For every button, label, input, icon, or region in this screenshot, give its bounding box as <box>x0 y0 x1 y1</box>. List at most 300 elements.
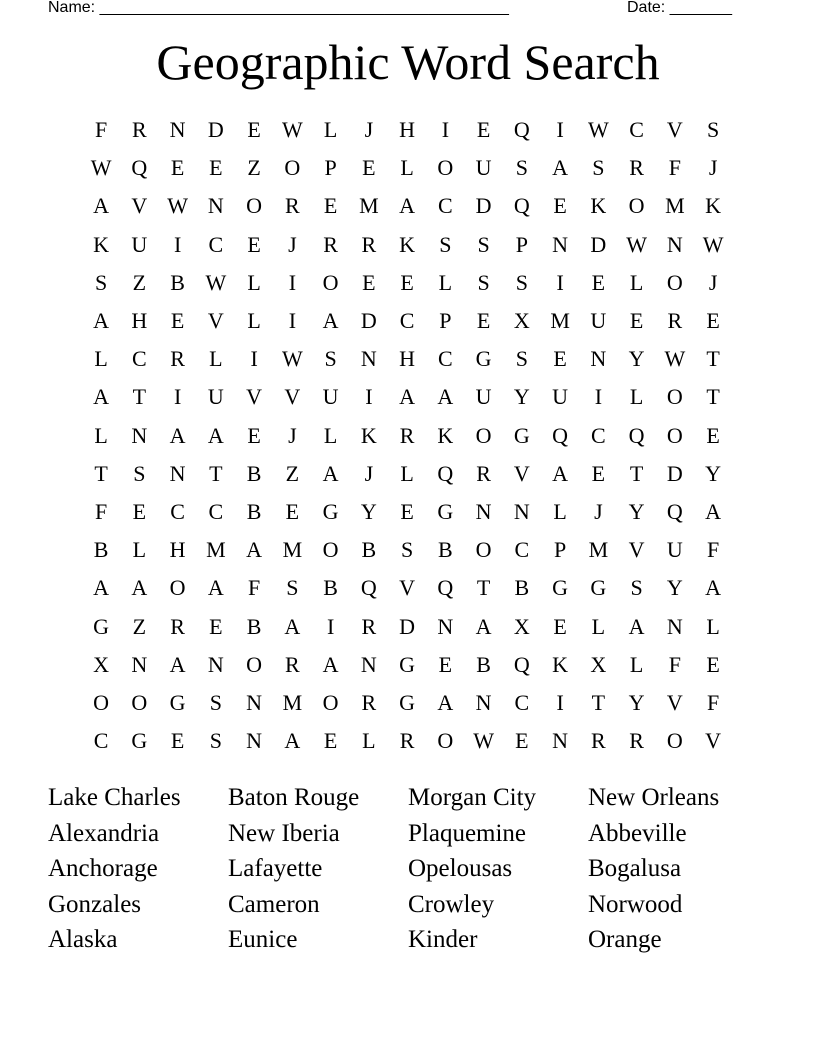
word-list-item: Lafayette <box>228 855 323 882</box>
grid-letter[interactable]: A <box>437 689 454 715</box>
grid-letter[interactable]: R <box>285 651 300 677</box>
grid-letter[interactable]: E <box>706 308 720 334</box>
grid-letter[interactable]: R <box>476 460 491 486</box>
grid-letter[interactable]: O <box>666 422 683 448</box>
grid-letter[interactable]: E <box>323 728 338 754</box>
grid-letter[interactable]: A <box>437 384 454 410</box>
grid-letter[interactable]: B <box>93 537 109 563</box>
grid-letter[interactable]: G <box>169 689 186 715</box>
grid-letter[interactable]: L <box>94 422 108 448</box>
grid-letter[interactable]: L <box>400 155 414 181</box>
grid-letter[interactable]: W <box>281 346 303 372</box>
grid-letter[interactable]: A <box>93 575 110 601</box>
grid-letter[interactable]: U <box>207 384 224 410</box>
grid-letter[interactable]: C <box>591 422 606 448</box>
grid-letter[interactable]: N <box>131 422 148 448</box>
grid-letter[interactable]: A <box>322 460 339 486</box>
grid-letter[interactable]: U <box>322 384 339 410</box>
grid-letter[interactable]: A <box>131 575 148 601</box>
grid-letter[interactable]: B <box>170 269 185 295</box>
grid-letter[interactable]: W <box>626 231 647 257</box>
grid-letter[interactable]: C <box>514 537 530 563</box>
grid-letter[interactable]: I <box>173 384 182 410</box>
grid-letter[interactable]: N <box>513 498 530 524</box>
grid-letter[interactable]: A <box>169 651 186 677</box>
grid-letter[interactable]: T <box>706 384 720 410</box>
grid-letter[interactable]: R <box>399 422 415 448</box>
grid-letter[interactable]: O <box>437 728 454 754</box>
grid-letter[interactable]: A <box>552 155 569 181</box>
grid-letter[interactable]: I <box>556 269 564 295</box>
grid-letter[interactable]: E <box>515 728 529 754</box>
grid-letter[interactable]: G <box>513 422 530 448</box>
grid-letter[interactable]: F <box>707 537 720 563</box>
grid-letter[interactable]: O <box>437 155 454 181</box>
grid-letter[interactable]: C <box>170 498 185 524</box>
grid-letter[interactable]: E <box>247 231 261 257</box>
letter-grid <box>82 111 732 760</box>
grid-letter[interactable]: K <box>590 193 607 219</box>
grid-letter[interactable]: D <box>590 231 607 257</box>
grid-letter[interactable]: Q <box>437 575 454 601</box>
grid-letter[interactable]: T <box>476 575 491 601</box>
grid-letter[interactable]: S <box>592 155 605 181</box>
grid-letter[interactable]: U <box>475 384 492 410</box>
grid-letter[interactable]: B <box>438 537 453 563</box>
grid-letter[interactable]: I <box>556 117 564 143</box>
grid-letter[interactable]: O <box>628 193 645 219</box>
grid-letter[interactable]: F <box>248 575 261 601</box>
grid-letter[interactable]: S <box>707 117 720 143</box>
grid-letter[interactable]: S <box>209 728 222 754</box>
grid-letter[interactable]: E <box>629 308 644 334</box>
grid-letter[interactable]: J <box>708 155 718 181</box>
grid-letter[interactable]: O <box>666 728 683 754</box>
grid-letter[interactable]: D <box>399 613 416 639</box>
grid-letter[interactable]: R <box>361 231 377 257</box>
grid-letter[interactable]: Q <box>360 575 377 601</box>
word-list-item: Eunice <box>228 926 298 953</box>
grid-letter[interactable]: E <box>170 308 185 334</box>
grid-letter[interactable]: Q <box>628 422 645 448</box>
grid-letter[interactable]: O <box>666 384 683 410</box>
grid-letter[interactable]: Y <box>705 460 722 486</box>
grid-letter[interactable]: E <box>247 117 261 143</box>
grid-letter[interactable]: A <box>284 728 301 754</box>
grid-letter[interactable]: S <box>515 269 528 295</box>
grid-letter[interactable]: P <box>439 308 452 334</box>
grid-letter[interactable]: J <box>364 117 374 143</box>
date-field-label[interactable]: Date: _______ <box>627 0 732 16</box>
grid-letter[interactable]: C <box>93 728 109 754</box>
grid-letter[interactable]: A <box>93 308 110 334</box>
grid-letter[interactable]: I <box>288 269 297 295</box>
grid-letter[interactable]: S <box>477 269 490 295</box>
grid-letter[interactable]: T <box>94 460 108 486</box>
grid-letter[interactable]: E <box>706 651 720 677</box>
grid-letter[interactable]: Q <box>666 498 683 524</box>
grid-letter[interactable]: Q <box>513 193 530 219</box>
grid-letter[interactable]: R <box>132 117 147 143</box>
grid-letter[interactable]: R <box>591 728 606 754</box>
grid-letter[interactable]: V <box>284 384 301 410</box>
name-field-label[interactable]: Name: ______________________________________________ <box>48 0 509 16</box>
grid-letter[interactable]: L <box>209 346 223 372</box>
grid-letter[interactable]: L <box>323 422 338 448</box>
grid-letter[interactable]: O <box>131 689 148 715</box>
grid-letter[interactable]: N <box>437 613 454 639</box>
grid-letter[interactable]: C <box>399 308 415 334</box>
grid-letter[interactable]: R <box>323 231 338 257</box>
grid-letter[interactable]: K <box>552 651 569 677</box>
grid-letter[interactable]: N <box>475 689 492 715</box>
grid-letter[interactable]: C <box>438 346 453 372</box>
grid-letter[interactable]: A <box>207 422 224 448</box>
grid-letter[interactable]: G <box>93 613 110 639</box>
grid-letter[interactable]: J <box>708 269 718 295</box>
grid-letter[interactable]: J <box>364 460 374 486</box>
grid-letter[interactable]: G <box>437 498 454 524</box>
grid-letter[interactable]: S <box>286 575 299 601</box>
grid-letter[interactable]: E <box>209 155 223 181</box>
grid-letter[interactable]: X <box>513 308 530 334</box>
grid-letter[interactable]: U <box>131 231 148 257</box>
grid-letter[interactable]: E <box>247 422 261 448</box>
grid-letter[interactable]: C <box>629 117 644 143</box>
grid-letter[interactable]: A <box>169 422 186 448</box>
grid-letter[interactable]: M <box>588 537 609 563</box>
grid-letter[interactable]: A <box>207 575 224 601</box>
grid-letter[interactable]: N <box>552 728 569 754</box>
grid-letter[interactable]: S <box>95 269 108 295</box>
grid-letter[interactable]: E <box>553 193 567 219</box>
grid-letter[interactable]: M <box>359 193 379 219</box>
grid-letter[interactable]: T <box>706 346 720 372</box>
grid-letter[interactable]: O <box>322 269 339 295</box>
grid-letter[interactable]: N <box>207 193 224 219</box>
grid-letter[interactable]: W <box>664 346 686 372</box>
grid-letter[interactable]: A <box>399 384 416 410</box>
grid-letter[interactable]: Y <box>628 498 645 524</box>
grid-letter[interactable]: E <box>285 498 300 524</box>
grid-letter[interactable]: O <box>666 269 683 295</box>
grid-letter[interactable]: N <box>475 498 492 524</box>
grid-letter[interactable]: V <box>207 308 224 334</box>
grid-letter[interactable]: I <box>326 613 335 639</box>
grid-letter[interactable]: O <box>322 689 339 715</box>
grid-letter[interactable]: N <box>207 651 224 677</box>
grid-letter[interactable]: N <box>246 728 263 754</box>
grid-letter[interactable]: D <box>360 308 377 334</box>
grid-letter[interactable]: U <box>552 384 569 410</box>
grid-letter[interactable]: I <box>594 384 603 410</box>
grid-letter[interactable]: N <box>246 689 263 715</box>
grid-letter[interactable]: A <box>322 651 339 677</box>
grid-letter[interactable]: O <box>322 537 339 563</box>
grid-letter[interactable]: Y <box>513 384 530 410</box>
grid-letter[interactable]: P <box>554 537 567 563</box>
grid-letter[interactable]: B <box>246 460 262 486</box>
grid-letter[interactable]: W <box>587 117 609 143</box>
grid-letter[interactable]: U <box>475 155 492 181</box>
word-list-item: Bogalusa <box>588 855 682 882</box>
grid-letter[interactable]: N <box>590 346 607 372</box>
grid-letter[interactable]: H <box>399 117 416 143</box>
grid-letter[interactable]: Q <box>513 651 530 677</box>
grid-letter[interactable]: E <box>170 728 185 754</box>
grid-letter[interactable]: K <box>437 422 454 448</box>
grid-letter[interactable]: V <box>246 384 263 410</box>
grid-letter[interactable]: U <box>666 537 683 563</box>
grid-letter[interactable]: Q <box>131 155 148 181</box>
grid-letter[interactable]: Z <box>132 613 147 639</box>
grid-letter[interactable]: O <box>246 651 263 677</box>
word-list-item: Lake Charles <box>48 784 181 811</box>
grid-letter[interactable]: A <box>246 537 263 563</box>
grid-letter[interactable]: N <box>169 117 186 143</box>
grid-letter[interactable]: M <box>282 689 303 715</box>
grid-letter[interactable]: E <box>438 651 453 677</box>
grid-letter[interactable]: R <box>361 689 377 715</box>
grid-letter[interactable]: F <box>668 155 681 181</box>
grid-letter[interactable]: V <box>131 193 148 219</box>
grid-letter[interactable]: V <box>399 575 416 601</box>
grid-letter[interactable]: W <box>702 231 724 257</box>
grid-letter[interactable]: N <box>360 651 377 677</box>
grid-letter[interactable]: V <box>628 537 645 563</box>
grid-letter[interactable]: M <box>282 537 303 563</box>
grid-letter[interactable]: Z <box>285 460 300 486</box>
grid-letter[interactable]: L <box>629 269 644 295</box>
grid-letter[interactable]: W <box>205 269 227 295</box>
grid-letter[interactable]: A <box>399 193 416 219</box>
grid-letter[interactable]: A <box>322 308 339 334</box>
grid-letter[interactable]: E <box>362 269 376 295</box>
grid-letter[interactable]: N <box>552 231 569 257</box>
grid-letter[interactable]: J <box>288 422 297 448</box>
grid-letter[interactable]: R <box>170 346 185 372</box>
grid-letter[interactable]: U <box>590 308 607 334</box>
grid-letter[interactable]: R <box>629 155 644 181</box>
grid-letter[interactable]: I <box>173 231 182 257</box>
grid-letter[interactable]: N <box>169 460 186 486</box>
grid-letter[interactable]: B <box>514 575 530 601</box>
grid-letter[interactable]: O <box>475 422 492 448</box>
grid-letter[interactable]: G <box>399 651 416 677</box>
grid-letter[interactable]: Y <box>360 498 377 524</box>
grid-letter[interactable]: F <box>707 689 720 715</box>
grid-letter[interactable]: E <box>553 346 567 372</box>
grid-letter[interactable]: V <box>666 117 683 143</box>
grid-letter[interactable]: B <box>361 537 377 563</box>
grid-letter[interactable]: Q <box>513 117 530 143</box>
grid-letter[interactable]: K <box>93 231 110 257</box>
grid-letter[interactable]: X <box>590 651 607 677</box>
grid-letter[interactable]: J <box>594 498 603 524</box>
grid-letter[interactable]: L <box>247 308 261 334</box>
grid-letter[interactable]: E <box>553 613 567 639</box>
grid-letter[interactable]: L <box>706 613 720 639</box>
grid-letter[interactable]: C <box>438 193 453 219</box>
grid-letter[interactable]: L <box>132 537 147 563</box>
grid-letter[interactable]: C <box>132 346 147 372</box>
grid-letter[interactable]: S <box>515 346 528 372</box>
grid-letter[interactable]: R <box>361 613 377 639</box>
grid-letter[interactable]: Q <box>437 460 454 486</box>
grid-letter[interactable]: E <box>476 117 491 143</box>
word-list-item: New Orleans <box>588 784 720 811</box>
grid-letter[interactable]: E <box>400 498 414 524</box>
word-list-item: Crowley <box>408 890 495 918</box>
grid-letter[interactable]: F <box>95 117 108 143</box>
grid-letter[interactable]: X <box>93 651 110 677</box>
grid-letter[interactable]: N <box>666 613 683 639</box>
word-list-item: Plaquemine <box>408 819 527 847</box>
grid-letter[interactable]: C <box>514 689 530 715</box>
grid-letter[interactable]: E <box>362 155 376 181</box>
grid-letter[interactable]: I <box>556 689 564 715</box>
grid-letter[interactable]: G <box>322 498 339 524</box>
grid-letter[interactable]: K <box>705 193 722 219</box>
grid-letter[interactable]: L <box>591 613 606 639</box>
grid-letter[interactable]: D <box>207 117 224 143</box>
grid-letter[interactable]: I <box>441 117 450 143</box>
grid-letter[interactable]: Z <box>247 155 261 181</box>
grid-letter[interactable]: I <box>365 384 373 410</box>
grid-letter[interactable]: A <box>628 613 645 639</box>
grid-letter[interactable]: L <box>400 460 414 486</box>
grid-letter[interactable]: W <box>90 155 112 181</box>
grid-letter[interactable]: G <box>590 575 607 601</box>
grid-letter[interactable]: S <box>209 689 222 715</box>
grid-letter[interactable]: P <box>515 231 528 257</box>
grid-letter[interactable]: E <box>132 498 147 524</box>
grid-letter[interactable]: V <box>705 728 722 754</box>
grid-letter[interactable]: T <box>209 460 223 486</box>
grid-letter[interactable]: A <box>552 460 569 486</box>
grid-letter[interactable]: H <box>131 308 148 334</box>
grid-letter[interactable]: G <box>399 689 416 715</box>
grid-letter[interactable]: L <box>362 728 376 754</box>
grid-letter[interactable]: E <box>323 193 338 219</box>
grid-letter[interactable]: M <box>206 537 226 563</box>
grid-letter[interactable]: B <box>246 613 262 639</box>
grid-letter[interactable]: G <box>475 346 492 372</box>
word-list-item: Anchorage <box>48 855 158 882</box>
grid-letter[interactable]: E <box>706 422 720 448</box>
grid-letter[interactable]: B <box>476 651 491 677</box>
grid-letter[interactable]: V <box>666 689 683 715</box>
grid-letter[interactable]: O <box>93 689 110 715</box>
grid-letter[interactable]: G <box>552 575 569 601</box>
grid-letter[interactable]: R <box>667 308 683 334</box>
grid-letter[interactable]: Y <box>666 575 683 601</box>
grid-letter[interactable]: C <box>208 231 224 257</box>
grid-letter[interactable]: G <box>131 728 148 754</box>
grid-letter[interactable]: I <box>288 308 297 334</box>
grid-letter[interactable]: E <box>400 269 414 295</box>
grid-letter[interactable]: F <box>668 651 681 677</box>
grid-letter[interactable]: A <box>93 384 110 410</box>
grid-letter[interactable]: M <box>665 193 685 219</box>
grid-letter[interactable]: J <box>288 231 297 257</box>
grid-letter[interactable]: W <box>473 728 494 754</box>
grid-letter[interactable]: I <box>250 346 258 372</box>
grid-letter[interactable]: C <box>208 498 224 524</box>
grid-letter[interactable]: N <box>666 231 683 257</box>
grid-letter[interactable]: A <box>284 613 301 639</box>
grid-letter[interactable]: T <box>629 460 644 486</box>
grid-letter[interactable]: S <box>515 155 528 181</box>
grid-letter[interactable]: Q <box>552 422 569 448</box>
grid-letter[interactable]: N <box>131 651 148 677</box>
grid-letter[interactable]: L <box>553 498 567 524</box>
grid-letter[interactable]: R <box>629 728 644 754</box>
grid-letter[interactable]: S <box>133 460 146 486</box>
grid-letter[interactable]: X <box>513 613 530 639</box>
grid-letter[interactable]: E <box>591 460 606 486</box>
grid-letter[interactable]: S <box>401 537 414 563</box>
grid-letter[interactable]: A <box>705 575 722 601</box>
grid-letter[interactable]: F <box>95 498 108 524</box>
grid-letter[interactable]: E <box>170 155 185 181</box>
grid-letter[interactable]: L <box>94 346 108 372</box>
grid-letter[interactable]: D <box>666 460 683 486</box>
grid-letter[interactable]: R <box>285 193 300 219</box>
grid-letter[interactable]: E <box>591 269 606 295</box>
grid-letter[interactable]: R <box>399 728 415 754</box>
grid-letter[interactable]: P <box>324 155 337 181</box>
grid-letter[interactable]: S <box>630 575 643 601</box>
grid-letter[interactable]: H <box>399 346 416 372</box>
grid-letter[interactable]: T <box>591 689 606 715</box>
grid-letter[interactable]: A <box>705 498 722 524</box>
grid-letter[interactable]: W <box>167 193 188 219</box>
grid-letter[interactable]: R <box>170 613 185 639</box>
grid-letter[interactable]: K <box>399 231 416 257</box>
grid-letter[interactable]: B <box>246 498 262 524</box>
grid-letter[interactable]: O <box>475 537 492 563</box>
grid-letter[interactable]: K <box>360 422 377 448</box>
grid-letter[interactable]: S <box>439 231 452 257</box>
grid-letter[interactable]: B <box>323 575 338 601</box>
grid-letter[interactable]: Z <box>132 269 147 295</box>
grid-letter[interactable]: L <box>629 384 644 410</box>
grid-letter[interactable]: D <box>475 193 492 219</box>
grid-letter[interactable]: O <box>284 155 301 181</box>
grid-letter[interactable]: S <box>324 346 337 372</box>
grid-letter[interactable]: O <box>246 193 263 219</box>
grid-letter[interactable]: S <box>477 231 490 257</box>
grid-letter[interactable]: T <box>132 384 147 410</box>
grid-letter[interactable]: Y <box>628 689 645 715</box>
grid-letter[interactable]: H <box>169 537 186 563</box>
grid-letter[interactable]: E <box>209 613 223 639</box>
grid-letter[interactable]: A <box>93 193 110 219</box>
grid-letter[interactable]: N <box>360 346 377 372</box>
grid-letter[interactable]: L <box>629 651 644 677</box>
grid-letter[interactable]: V <box>513 460 530 486</box>
grid-letter[interactable]: M <box>550 308 570 334</box>
grid-letter[interactable]: Y <box>628 346 645 372</box>
grid-letter[interactable]: E <box>476 308 491 334</box>
grid-letter[interactable]: L <box>323 117 338 143</box>
grid-letter[interactable]: W <box>281 117 303 143</box>
grid-letter[interactable]: O <box>169 575 186 601</box>
grid-letter[interactable]: L <box>247 269 261 295</box>
grid-letter[interactable]: A <box>475 613 492 639</box>
grid-letter[interactable]: L <box>438 269 453 295</box>
